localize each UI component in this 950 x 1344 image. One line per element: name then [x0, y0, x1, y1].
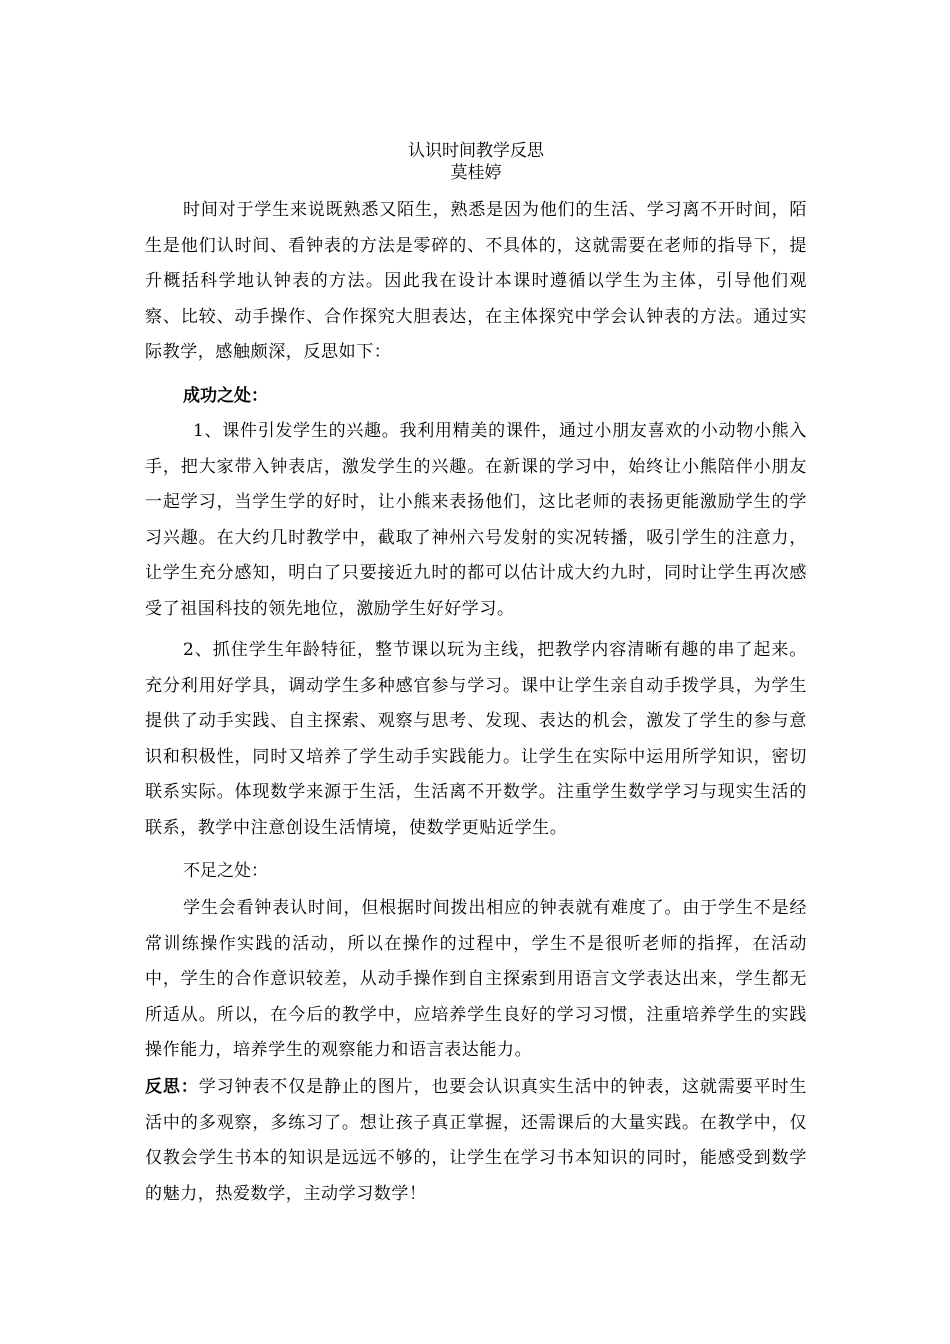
- success-point-1: 1、课件引发学生的兴趣。我利用精美的课件，通过小朋友喜欢的小动物小熊入手，把大家带入钟表店，激发学生的兴趣。在新课的学习中，始终让小熊陪伴小朋友一起学习，当学生学的好时，让小熊来表扬他们，这比老师的表扬更能激励学生的学习兴趣。在大约几时教学中，截取了神州六号发射的实况转播，吸引学生的注意力，让学生充分感知，明白了只要接近九时的都可以估计成大约九时，同时让学生再次感受了祖国科技的领先地位，激励学生好好学习。: [145, 421, 807, 619]
- deficiency-paragraph: 学生会看钟表认时间，但根据时间拨出相应的钟表就有难度了。由于学生不是经常训练操作实践的活动，所以在操作的过程中，学生不是很听老师的指挥，在活动中，学生的合作意识较差，从动手操作到自主探索到用语言文学表达出来，学生都无所适从。所以，在今后的教学中，应培养学生良好的学习习惯，注重培养学生的实践操作能力，培养学生的观察能力和语言表达能力。: [145, 898, 807, 1060]
- reflection-label: 反思：: [145, 1077, 199, 1097]
- reflection-text: 学习钟表不仅是静止的图片，也要会认识真实生活中的钟表，这就需要平时生活中的多观察，多练习了。想让孩子真正掌握，还需课后的大量实践。在教学中，仅仅教会学生书本的知识是远远不够的，让学生在学习书本知识的同时，能感受到数学的魅力，热爱数学，主动学习数学！: [145, 1077, 807, 1204]
- document-title: 认识时间教学反思: [408, 141, 544, 161]
- document-author: 莫桂婷: [450, 163, 502, 183]
- success-heading: 成功之处：: [183, 386, 268, 406]
- intro-paragraph: 时间对于学生来说既熟悉又陌生，熟悉是因为他们的生活、学习离不开时间，陌生是他们认时间、看钟表的方法是零碎的、不具体的，这就需要在老师的指导下，提升概括科学地认钟表的方法。因此我在设计本课时遵循以学生为主体，引导他们观察、比较、动手操作、合作探究大胆表达，在主体探究中学会认钟表的方法。通过实际教学，感触颇深，反思如下：: [145, 200, 807, 362]
- deficiency-heading: 不足之处：: [183, 861, 268, 881]
- reflection-paragraph: [145, 1070, 807, 1212]
- success-point-2: 2、抓住学生年龄特征，整节课以玩为主线，把教学内容清晰有趣的串了起来。充分利用好学具，调动学生多种感官参与学习。课中让学生亲自动手拨学具，为学生提供了动手实践、自主探索、观察与思考、发现、表达的机会，激发了学生的参与意识和积极性，同时又培养了学生动手实践能力。让学生在实际中运用所学知识，密切联系实际。体现数学来源于生活，生活离不开数学。注重学生数学学习与现实生活的联系，教学中注意创设生活情境，使数学更贴近学生。: [145, 640, 807, 838]
